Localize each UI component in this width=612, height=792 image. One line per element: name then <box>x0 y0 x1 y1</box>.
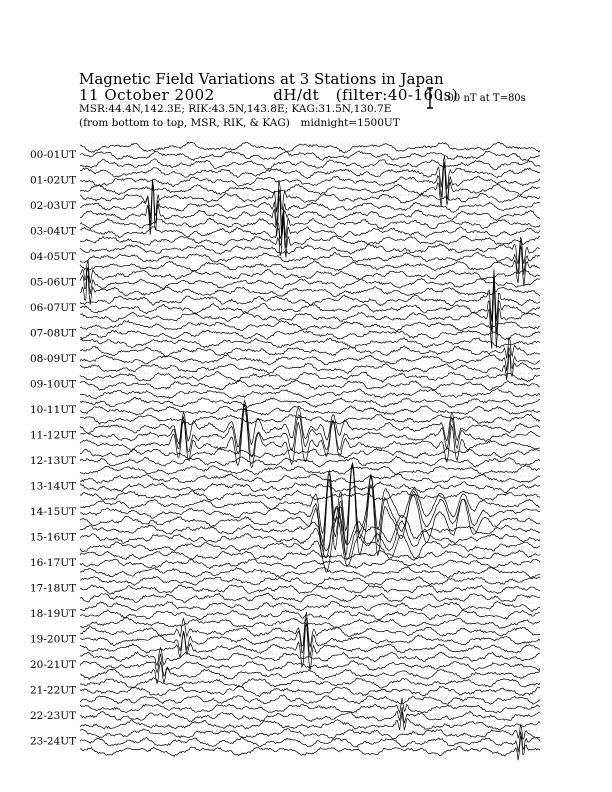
trace-rik <box>80 482 540 493</box>
row-label: 15-16UT <box>30 531 77 544</box>
trace-kag <box>80 371 540 382</box>
trace-msr <box>80 712 540 730</box>
row-label: 01-02UT <box>30 174 77 187</box>
midnight-text: midnight=1500UT <box>300 117 400 129</box>
trace-rik <box>80 610 540 620</box>
trace-msr <box>80 593 540 603</box>
row-label: 14-15UT <box>30 506 77 518</box>
row-label: 04-05UT <box>30 251 77 263</box>
row-label: 09-10UT <box>30 378 77 391</box>
stations-line: MSR:44.4N,142.3E; RIK:43.5N,143.8E; KAG:31.5N,130.7E <box>79 103 392 115</box>
trace-msr <box>80 618 540 629</box>
trace-rik <box>80 585 540 595</box>
trace-kag <box>80 698 540 713</box>
trace-kag <box>80 474 540 483</box>
trace-msr <box>80 736 540 760</box>
trace-kag <box>80 321 540 331</box>
row-label: 19-20UT <box>30 633 77 646</box>
row-label: 00-01UT <box>30 149 77 161</box>
trace-msr <box>80 220 540 258</box>
filter-text: (filter:40-160s) <box>335 86 459 104</box>
trace-rik <box>80 686 540 696</box>
trace-rik <box>80 406 540 415</box>
row-label: 08-09UT <box>30 353 77 365</box>
trace-rik <box>80 162 540 200</box>
row-label: 05-06UT <box>30 276 77 289</box>
row-label: 23-24UT <box>30 735 77 748</box>
date-text: 11 October 2002 <box>79 86 215 104</box>
quantity-text: dH/dt <box>273 86 320 104</box>
trace-kag <box>80 612 540 647</box>
trace-rik <box>80 707 540 723</box>
row-label: 12-13UT <box>30 455 77 467</box>
trace-msr <box>80 159 540 170</box>
row-label: 06-07UT <box>30 302 77 314</box>
trace-msr <box>80 338 540 348</box>
trace-msr <box>80 695 540 704</box>
row-label: 17-18UT <box>30 582 77 595</box>
row-label: 03-04UT <box>30 225 77 238</box>
chart-title: Magnetic Field Variations at 3 Stations in Japan <box>79 70 444 88</box>
row-label: 16-17UT <box>30 557 77 569</box>
trace-msr <box>80 246 540 287</box>
trace-rik <box>80 404 540 457</box>
row-label: 21-22UT <box>30 684 77 697</box>
trace-kag <box>80 550 540 560</box>
trace-msr <box>80 490 540 501</box>
trace-msr <box>80 278 540 348</box>
trace-rik <box>80 559 540 569</box>
trace-kag <box>80 601 540 612</box>
row-label: 07-08UT <box>30 327 77 340</box>
trace-kag <box>80 401 540 447</box>
row-label: 11-12UT <box>30 429 77 442</box>
row-label: 18-19UT <box>30 608 77 620</box>
row-label: 02-03UT <box>30 200 77 212</box>
row-label: 20-21UT <box>30 659 77 671</box>
trace-rik <box>80 456 540 467</box>
row-label: 13-14UT <box>30 480 77 493</box>
row-label: 22-23UT <box>30 710 77 722</box>
trace-rik <box>80 151 540 161</box>
trace-msr <box>80 465 540 474</box>
trace-rik <box>80 270 540 334</box>
trace-msr <box>80 389 540 400</box>
scale-bar <box>427 88 433 108</box>
trace-kag <box>80 142 540 153</box>
trace-msr <box>80 414 540 424</box>
row-label: 10-11UT <box>30 404 77 416</box>
scale-label: 1.00 nT at T=80s <box>438 93 526 104</box>
trace-kag <box>80 237 540 264</box>
trace-rik <box>80 380 540 390</box>
trace-kag <box>80 463 540 533</box>
order-text: (from bottom to top, MSR, RIK, & KAG) <box>79 117 290 129</box>
trace-kag <box>80 577 540 586</box>
trace-msr <box>80 466 540 557</box>
trace-rik <box>80 330 540 340</box>
